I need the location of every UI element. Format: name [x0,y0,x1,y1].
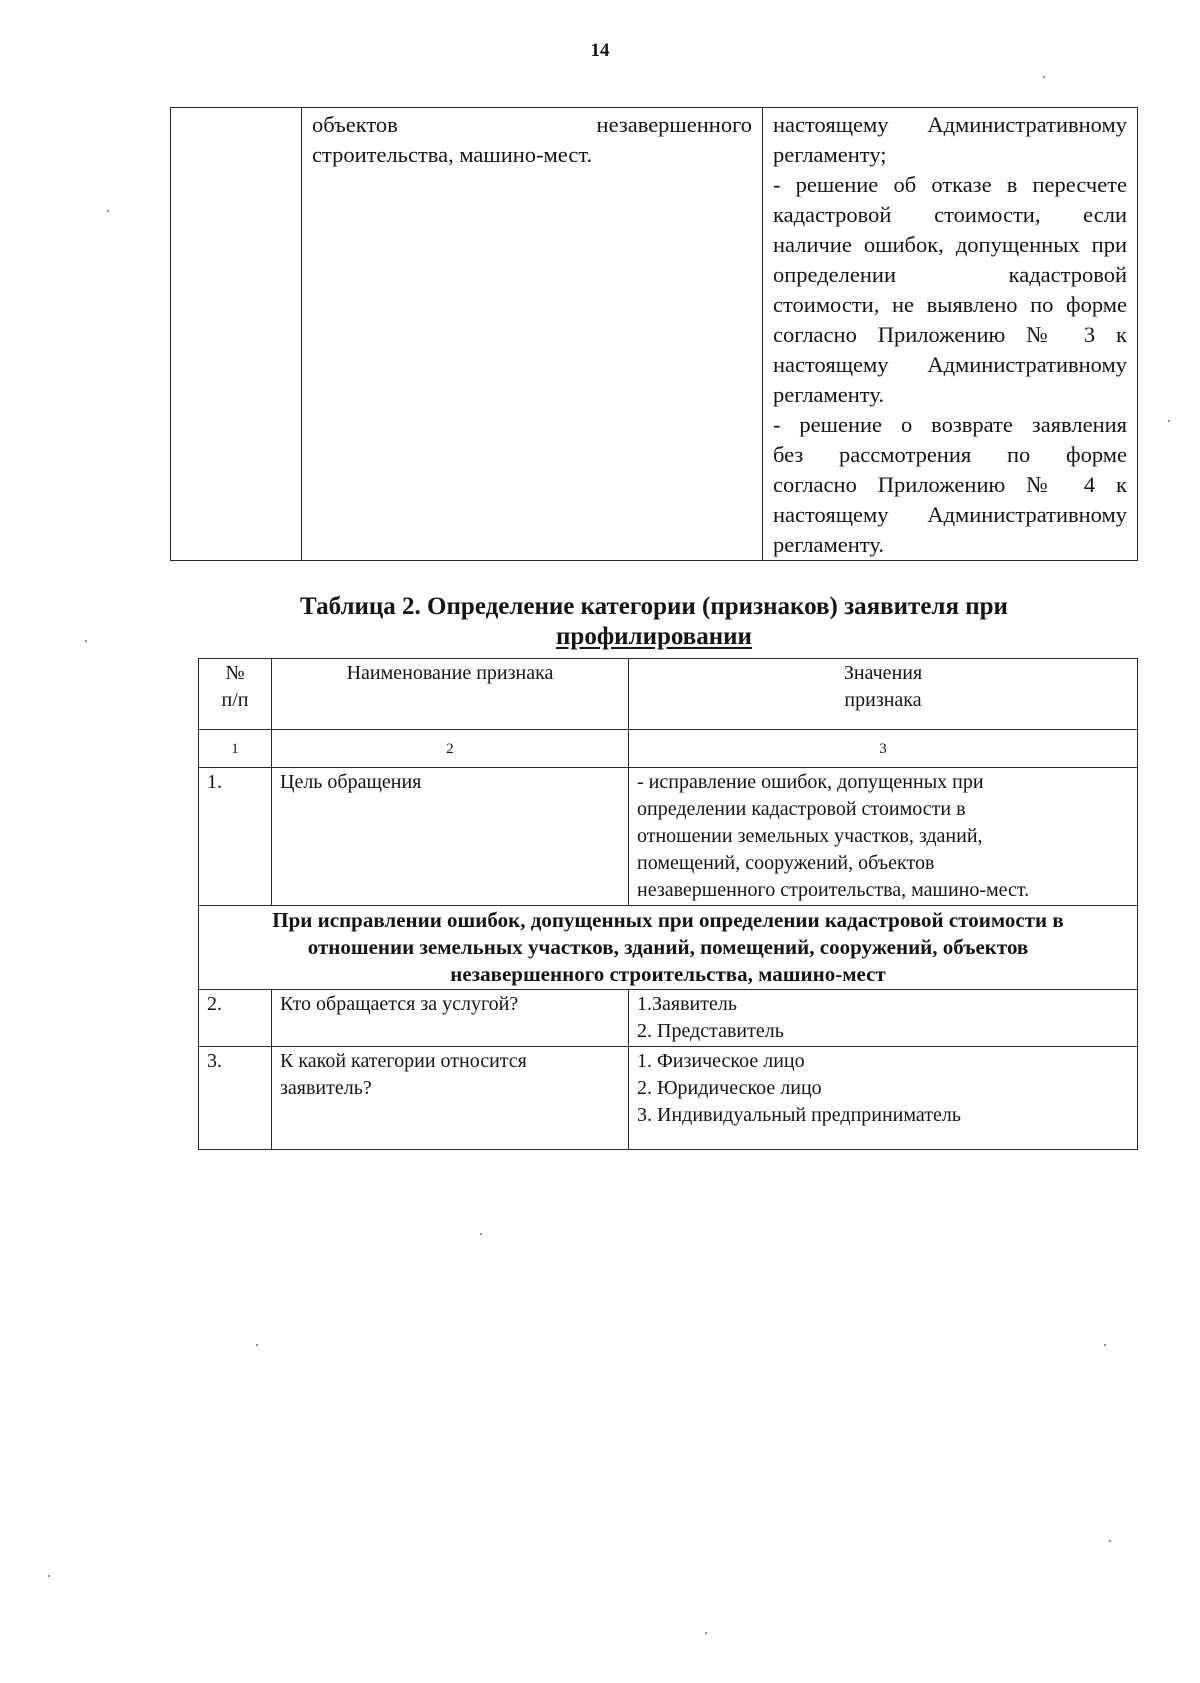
section-heading-line: При исправлении ошибок, допущенных при определении кадастровой стоимости в [272,908,1064,932]
column-number-row [199,730,1138,768]
value-line: 2. Представитель [637,1020,784,1042]
value-line: 2. Юридическое лицо [637,1077,822,1099]
text-line: регламенту; [773,142,887,167]
page-number: 14 [590,40,610,61]
title-line [170,622,1138,652]
table-cell-object-types [302,108,763,561]
row-values [629,768,1138,906]
table-header-row [199,659,1138,730]
value-line: 1. Физическое лицо [637,1050,805,1072]
row-values [629,990,1138,1047]
row-values [629,1047,1138,1150]
table-row [199,990,1138,1047]
text-line: настоящему Административному [773,502,1127,527]
value-line: определении кадастровой стоимости в [637,798,966,820]
row-number: 3. [199,1047,272,1150]
text-line: - решение об отказе в пересчете [773,172,1127,197]
header-text: № [225,662,245,684]
column-number: 2 [272,730,629,768]
table-cell-results [763,108,1138,561]
text-line: кадастровой стоимости, если [773,202,1127,227]
value-line: - исправление ошибок, допущенных при [637,771,984,793]
table-row [171,108,1138,561]
row-name: Кто обращается за услугой? [272,990,629,1047]
header-cell-number [199,659,272,730]
header-text: п/п [221,689,249,711]
text-line: согласно Приложению № 3 к [773,322,1127,347]
text-line: настоящему Административному [773,112,1127,137]
row-name: Цель обращения [272,768,629,906]
table-cell-empty [171,108,302,561]
text-line: определении кадастровой [773,262,1127,287]
section-heading-line: отношении земельных участков, зданий, помещений, сооружений, объектов [307,935,1029,959]
row-number: 1. [199,768,272,906]
table-2 [198,658,1138,1150]
table-row [199,1047,1138,1150]
column-number: 1 [199,730,272,768]
text-line: - решение о возврате заявления [773,412,1127,437]
value-line: помещений, сооружений, объектов [637,852,935,874]
text-line: объектов незавершенного [312,112,752,137]
text-line: настоящему Административному [773,352,1127,377]
text-line: регламенту. [773,382,884,407]
header-text: Наименование признака [346,662,554,684]
text-line: согласно Приложению № 4 к [773,472,1127,497]
column-number: 3 [629,730,1138,768]
name-line: заявитель? [280,1077,372,1099]
header-text: признака [844,689,922,711]
section-heading-row [199,906,1138,990]
name-line: К какой категории относится [280,1050,527,1072]
text-line: строительства, машино-мест. [312,142,593,167]
table-row [199,768,1138,906]
table-2-title [170,592,1138,652]
section-heading [199,906,1138,990]
value-line: 3. Индивидуальный предприниматель [637,1104,961,1126]
title-line: Таблица 2. Определение категории (признаков) заявителя при [300,593,1008,620]
text-line: стоимости, не выявлено по форме [773,292,1127,317]
value-line: отношении земельных участков, зданий, [637,825,983,847]
text-line: регламенту. [773,532,884,557]
row-number: 2. [199,990,272,1047]
row-name [272,1047,629,1150]
text-line: наличие ошибок, допущенных при [773,232,1127,257]
header-cell-name [272,659,629,730]
header-cell-values [629,659,1138,730]
text-line: без рассмотрения по форме [773,442,1127,467]
header-text: Значения [843,662,923,684]
title-line-underlined: профилировании [556,623,752,650]
section-heading-line: незавершенного строительства, машино-мест [450,962,886,986]
table-1-continuation [170,107,1138,561]
value-line: незавершенного строительства, машино-мест. [637,879,1030,901]
value-line: 1.Заявитель [637,993,737,1015]
